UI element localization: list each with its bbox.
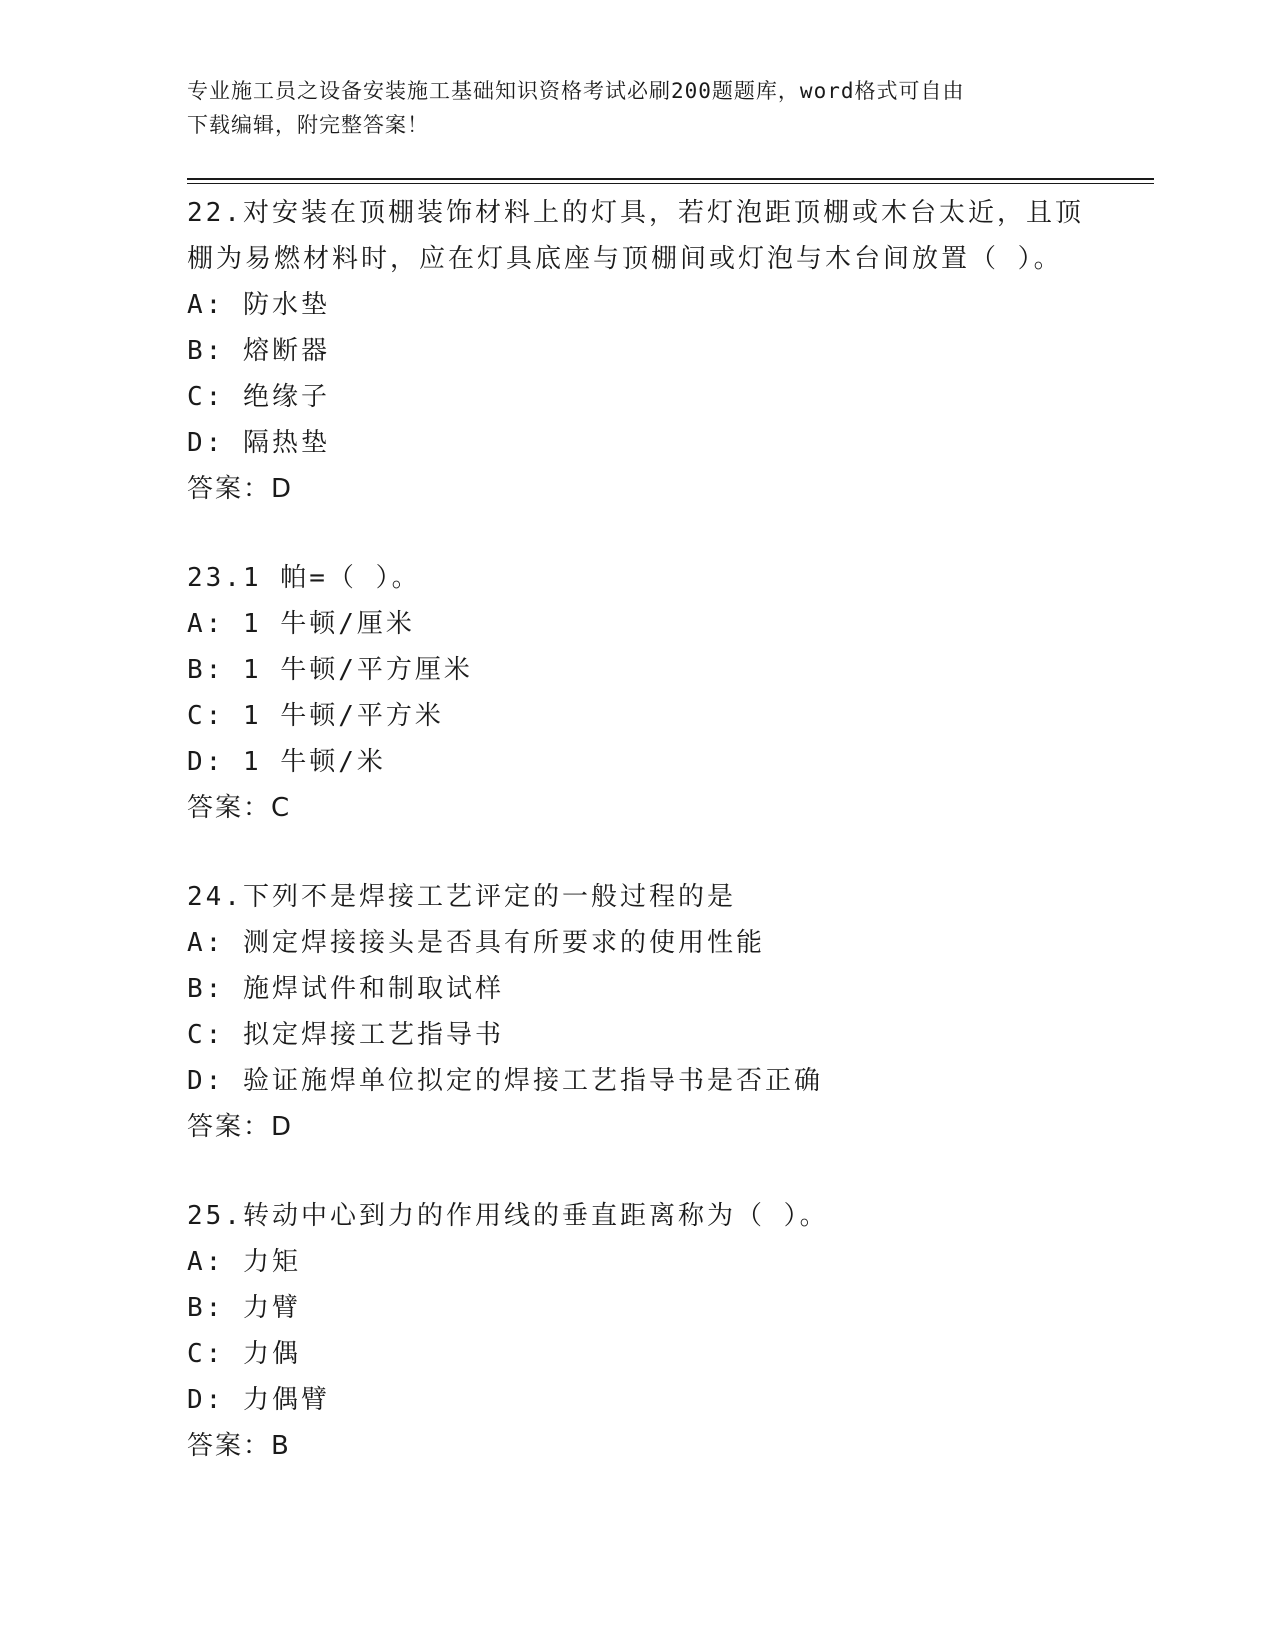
question-23 <box>187 555 1087 831</box>
option-d: D: 验证施焊单位拟定的焊接工艺指导书是否正确 <box>187 1066 823 1096</box>
question-stem-line: 22.对安装在顶棚装饰材料上的灯具，若灯泡距顶棚或木台太近，且顶 <box>187 198 1084 228</box>
question-25 <box>187 1193 1087 1469</box>
answer-line: 答案：D <box>187 1112 294 1142</box>
answer-line: 答案：D <box>187 474 294 504</box>
question-stem-line: 24.下列不是焊接工艺评定的一般过程的是 <box>187 882 736 912</box>
option-c: C: 1 牛顿/平方米 <box>187 701 444 731</box>
question-22 <box>187 190 1087 512</box>
question-24 <box>187 874 1087 1150</box>
option-b: B: 1 牛顿/平方厘米 <box>187 655 473 685</box>
option-c: C: 绝缘子 <box>187 382 330 412</box>
option-a: A: 测定焊接接头是否具有所要求的使用性能 <box>187 928 765 958</box>
answer-line: 答案：C <box>187 793 292 823</box>
option-a: A: 1 牛顿/厘米 <box>187 609 415 639</box>
option-d: D: 隔热垫 <box>187 428 330 458</box>
option-d: D: 力偶臂 <box>187 1385 330 1415</box>
option-a: A: 力矩 <box>187 1247 301 1277</box>
header-divider-thin <box>187 183 1154 184</box>
question-stem-line: 25.转动中心到力的作用线的垂直距离称为（ ）。 <box>187 1201 829 1231</box>
option-b: B: 施焊试件和制取试样 <box>187 974 504 1004</box>
option-d: D: 1 牛顿/米 <box>187 747 386 777</box>
header-line-1: 专业施工员之设备安装施工基础知识资格考试必刷200题题库，word格式可自由 <box>187 79 965 103</box>
option-c: C: 拟定焊接工艺指导书 <box>187 1020 504 1050</box>
document-header <box>187 74 1087 142</box>
header-divider-thick <box>187 178 1154 180</box>
question-stem-line: 棚为易燃材料时，应在灯具底座与顶棚间或灯泡与木台间放置（ ）。 <box>187 244 1063 274</box>
answer-line: 答案：B <box>187 1431 291 1461</box>
option-b: B: 力臂 <box>187 1293 301 1323</box>
header-line-2: 下载编辑，附完整答案！ <box>187 113 429 137</box>
option-c: C: 力偶 <box>187 1339 301 1369</box>
option-b: B: 熔断器 <box>187 336 330 366</box>
option-a: A: 防水垫 <box>187 290 330 320</box>
question-stem-line: 23.1 帕=（ ）。 <box>187 563 421 593</box>
